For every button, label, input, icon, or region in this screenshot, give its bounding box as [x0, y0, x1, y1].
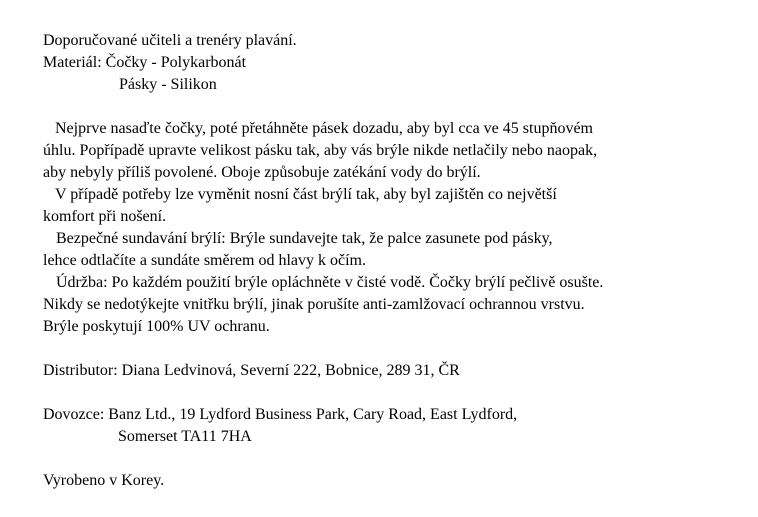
- made-in-text: Vyrobeno v Korey.: [43, 472, 165, 489]
- importer-line2: Somerset TA11 7HA: [118, 428, 252, 445]
- para3-line2: lehce odtlačíte a sundáte směrem od hlavy k očím.: [43, 252, 366, 269]
- recommendation-text: Doporučované učiteli a trenéry plavání.: [43, 32, 297, 49]
- para3-line1: Bezpečné sundavání brýlí: Brýle sundavejte tak, že palce zasunete pod pásky,: [56, 230, 553, 247]
- para2-line1: V případě potřeby lze vyměnit nosní část brýlí tak, aby byl zajištěn co největší: [55, 186, 557, 203]
- para4-line2: Nikdy se nedotýkejte vnitřku brýlí, jinak porušíte anti-zamlžovací ochrannou vrstvu.: [43, 296, 585, 313]
- material-lenses: Materiál: Čočky - Polykarbonát: [43, 54, 247, 71]
- para2-line2: komfort při nošení.: [43, 208, 167, 225]
- spacer: [43, 382, 743, 404]
- spacer: [43, 448, 743, 470]
- material-straps: Pásky - Silikon: [119, 76, 217, 93]
- para1-line1: Nejprve nasaďte čočky, poté přetáhněte pásek dozadu, aby byl cca ve 45 stupňovém: [55, 120, 593, 137]
- spacer: [43, 338, 743, 360]
- product-leaflet: [43, 30, 743, 492]
- distributor-text: Distributor: Diana Ledvinová, Severní 222, Bobnice, 289 31, ČR: [43, 362, 460, 379]
- spacer: [43, 96, 743, 118]
- para1-line2: úhlu. Popřípadě upravte velikost pásku tak, aby vás brýle nikde netlačily nebo naopak,: [43, 142, 598, 159]
- importer-line1: Dovozce: Banz Ltd., 19 Lydford Business Park, Cary Road, East Lydford,: [43, 406, 518, 423]
- para1-line3: aby nebyly příliš povolené. Oboje způsobuje zatékání vody do brýlí.: [43, 164, 481, 181]
- para4-line3: Brýle poskytují 100% UV ochranu.: [43, 318, 270, 335]
- para4-line1: Údržba: Po každém použití brýle opláchněte v čisté vodě. Čočky brýlí pečlivě osušte.: [56, 274, 604, 291]
